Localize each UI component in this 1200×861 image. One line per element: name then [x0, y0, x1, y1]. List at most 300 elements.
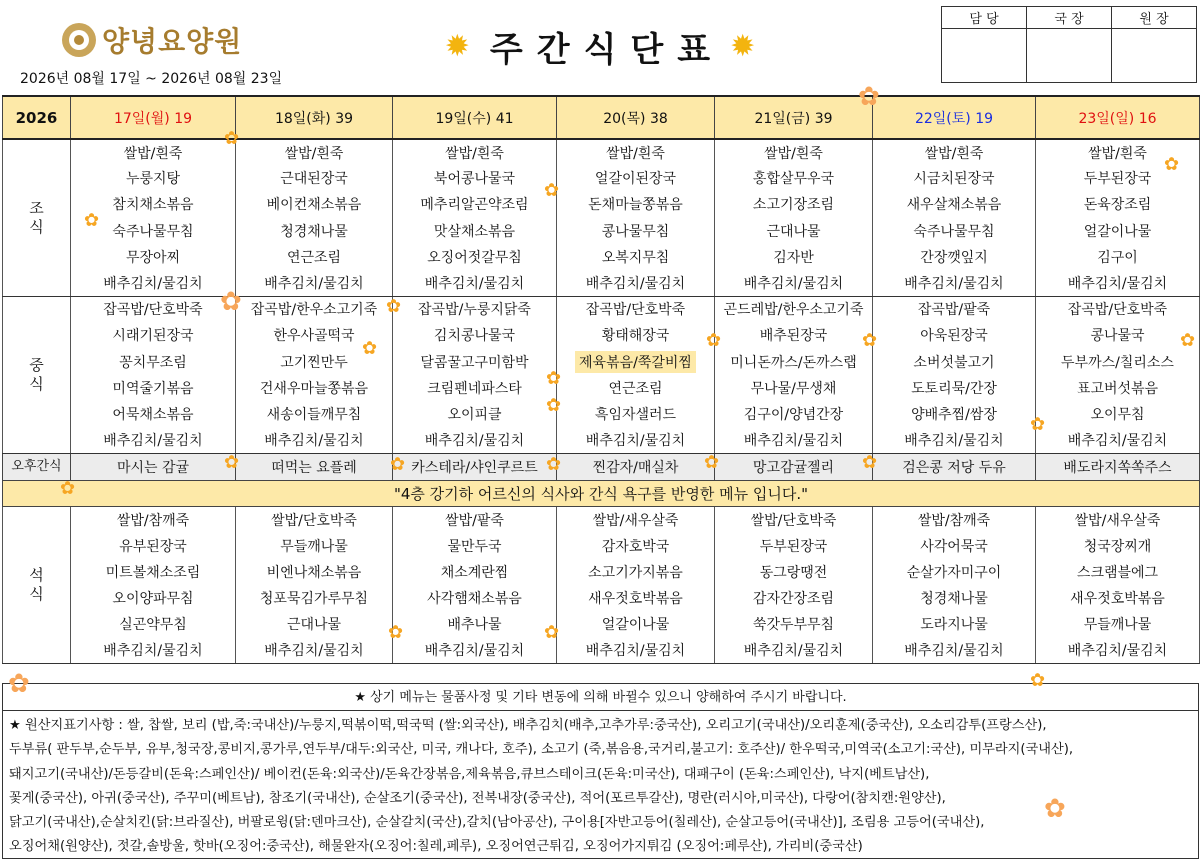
menu-item [873, 244, 1036, 270]
menu-item [71, 296, 236, 322]
menu-item-text: 표고버섯볶음 [1076, 380, 1159, 397]
flower-icon: ✿ [546, 368, 562, 389]
menu-item-text: 청포묵김가루무침 [259, 590, 369, 607]
menu-item [1036, 585, 1200, 611]
menu-item [1036, 637, 1200, 663]
menu-item-text: 새우살채소볶음 [906, 197, 1002, 214]
menu-item-text: 잡곡밥/한우소고기죽 [250, 302, 378, 319]
menu-item [71, 401, 236, 427]
menu-item [715, 191, 873, 217]
menu-item-text: 쌀밥/새우살죽 [1074, 512, 1161, 529]
menu-item [873, 191, 1036, 217]
menu-item [236, 296, 393, 322]
menu-item [715, 611, 873, 637]
day-header: 17일(월) 19 [71, 96, 236, 139]
menu-item-text: 쌀밥/흰죽 [123, 145, 183, 162]
menu-item [1036, 401, 1200, 427]
snack-item: 마시는 감귤 [71, 453, 236, 480]
meal-label: 중 식 [3, 296, 71, 453]
flower-icon: ✿ [362, 338, 378, 359]
menu-item [715, 506, 873, 532]
menu-item-text: 무나물/무생채 [750, 380, 837, 397]
menu-item-text: 도토리묵/간장 [911, 380, 997, 397]
menu-row [3, 218, 1200, 244]
menu-item-text: 돈육장조림 [1083, 197, 1152, 214]
menu-row [3, 296, 1200, 322]
menu-item-text: 시래기된장국 [112, 328, 194, 345]
menu-item [71, 244, 236, 270]
menu-item [393, 506, 557, 532]
menu-item [557, 139, 715, 165]
flower-icon: ✿ [1030, 670, 1046, 691]
snack-item: 검은콩 저당 두유 [873, 453, 1036, 480]
menu-item [715, 139, 873, 165]
menu-item-text: 청경채나물 [280, 223, 348, 240]
origin-info [3, 711, 1198, 861]
menu-item-text: 배추김치/물김치 [103, 643, 203, 660]
menu-item [715, 637, 873, 663]
menu-item [873, 401, 1036, 427]
menu-item [557, 637, 715, 663]
menu-item-text: 미역줄기볶음 [112, 380, 194, 397]
page-title: 주간식단표 [489, 29, 725, 70]
menu-item-text: 쌀밥/참깨죽 [917, 512, 991, 529]
menu-item-text: 쌀밥/흰죽 [445, 145, 504, 162]
snack-item: 카스테라/샤인쿠르트 [393, 453, 557, 480]
menu-item-text: 배추김치/물김치 [103, 275, 203, 292]
menu-item [715, 165, 873, 191]
menu-item-text: 잡곡밥/누룽지닭죽 [418, 302, 531, 319]
menu-item [715, 322, 873, 348]
menu-item [71, 611, 236, 637]
menu-row [3, 139, 1200, 165]
menu-item [873, 375, 1036, 401]
year-cell: 2026 [3, 96, 71, 139]
menu-item [873, 559, 1036, 585]
header [0, 0, 1200, 95]
flower-icon: ✿ [862, 452, 878, 473]
menu-item-text: 근대나물 [286, 617, 342, 634]
menu-item [715, 349, 873, 375]
flower-icon: ✿ [706, 330, 722, 351]
menu-item [873, 349, 1036, 375]
flower-icon: ✿ [388, 622, 404, 643]
menu-item [557, 532, 715, 558]
menu-row [3, 375, 1200, 401]
menu-row [3, 506, 1200, 532]
flower-icon: ✿ [546, 454, 562, 475]
flower-icon: ✿ [1044, 794, 1066, 824]
approval-sign-cell[interactable] [1027, 29, 1112, 83]
menu-item [393, 270, 557, 296]
menu-item-text: 배추김치/물김치 [585, 432, 686, 449]
menu-item [873, 637, 1036, 663]
menu-item [71, 532, 236, 558]
menu-item-text: 배추김치/물김치 [103, 432, 203, 449]
menu-item-text: 무장아찌 [125, 249, 181, 266]
menu-item-text: 사각어묵국 [920, 538, 988, 555]
menu-item [1036, 427, 1200, 453]
menu-item [236, 506, 393, 532]
day-header: 19일(수) 41 [393, 96, 557, 139]
menu-item-text: 건새우마늘쫑볶음 [259, 380, 369, 397]
sun-icon: ✹ [730, 28, 756, 64]
menu-item [71, 349, 236, 375]
menu-item [71, 585, 236, 611]
menu-item-text: 연근조림 [286, 249, 342, 266]
menu-item [1036, 559, 1200, 585]
menu-item [1036, 506, 1200, 532]
menu-item-text: 베이컨채소볶음 [266, 197, 362, 214]
menu-item-text: 김구이/양념간장 [743, 406, 844, 423]
notice-row [3, 480, 1200, 506]
menu-item-text: 소고기장조림 [752, 197, 835, 214]
menu-item [557, 165, 715, 191]
flower-icon: ✿ [224, 452, 240, 473]
menu-item-text: 잡곡밥/단호박죽 [103, 302, 203, 319]
snack-row [3, 453, 1200, 480]
menu-item-text: 쌀밥/팥죽 [445, 512, 504, 529]
menu-item-text: 콩나물무침 [601, 223, 670, 240]
menu-item-text: 배추김치/물김치 [424, 275, 525, 292]
flower-icon: ✿ [386, 296, 402, 317]
lunch-section [3, 296, 1200, 453]
menu-item-text: 새우젓호박볶음 [1070, 590, 1165, 607]
approval-label: 국 장 [1027, 7, 1112, 29]
dinner-section [3, 506, 1200, 663]
menu-item [71, 165, 236, 191]
menu-item [1036, 191, 1200, 217]
origin-line: 꽃게(중국산), 아귀(중국산), 주꾸미(베트남), 참조기(국내산), 순살조기(중국산), 전복내장(중국산), 적어(포르투갈산), 명란(러시아,미국산), 다랑어(참치캔:원양산), [9, 790, 946, 806]
menu-item [557, 218, 715, 244]
menu-item [715, 559, 873, 585]
menu-row [3, 349, 1200, 375]
flower-icon: ✿ [1180, 330, 1196, 351]
menu-item-text: 근대된장국 [280, 171, 348, 188]
menu-table [2, 95, 1200, 664]
menu-item [715, 375, 873, 401]
menu-item [71, 506, 236, 532]
menu-item-text: 고기찐만두 [280, 354, 348, 371]
menu-item-text: 잡곡밥/단호박죽 [585, 302, 686, 319]
menu-item-text: 홍합살무우국 [752, 171, 835, 188]
flower-icon: ✿ [858, 82, 880, 112]
menu-item [557, 296, 715, 322]
snack-item: 찐감자/매실차 [557, 453, 715, 480]
origin-line: 돼지고기(국내산)/돈등갈비(돈육:스페인산)/ 베이컨(돈육:외국산)/돈육간장볶음,제육볶음,큐브스테이크(돈육:미국산), 대패구이 (돈육:스페인산), 낙지(베트남산), [9, 766, 930, 782]
menu-row [3, 585, 1200, 611]
menu-item [557, 585, 715, 611]
menu-item [393, 559, 557, 585]
menu-item-text: 오징어젓갈무침 [427, 249, 522, 266]
menu-item-text: 얼갈이나물 [601, 617, 670, 634]
menu-item [557, 349, 715, 375]
menu-item [715, 401, 873, 427]
menu-item-text: 비엔나채소볶음 [266, 564, 362, 581]
menu-item-text: 두부까스/칠리소스 [1061, 354, 1174, 371]
menu-item-text: 흑임자샐러드 [594, 406, 677, 423]
menu-item-text: 감자간장조림 [752, 590, 835, 607]
flower-icon: ✿ [546, 395, 562, 416]
menu-item-text: 순살가자미구이 [906, 564, 1002, 581]
menu-item-text: 간장깻잎지 [920, 249, 988, 266]
menu-row [3, 559, 1200, 585]
menu-item-text: 오이양파무침 [112, 590, 194, 607]
menu-item [1036, 244, 1200, 270]
menu-item-text: 북어콩나물국 [433, 171, 516, 188]
menu-item-text: 배추김치/물김치 [904, 432, 1004, 449]
menu-item [393, 375, 557, 401]
menu-item-text: 달콤꿀고구미함박 [420, 354, 529, 371]
menu-item-text: 맛살채소볶음 [433, 223, 516, 240]
menu-item-text: 잡곡밥/단호박죽 [1067, 302, 1168, 319]
menu-item-text: 근대나물 [766, 223, 821, 240]
menu-item-text: 어묵채소볶음 [112, 406, 194, 423]
logo [62, 20, 242, 60]
menu-item-text: 얼갈이나물 [1083, 223, 1152, 240]
menu-item-text: 도라지나물 [920, 617, 988, 634]
menu-item [236, 611, 393, 637]
menu-item [71, 427, 236, 453]
approval-label: 담 당 [942, 7, 1027, 29]
menu-row [3, 322, 1200, 348]
menu-item [236, 401, 393, 427]
sun-icon: ✹ [444, 28, 470, 64]
menu-item-text: 소버섯불고기 [913, 354, 995, 371]
menu-item-text: 김자반 [773, 249, 814, 266]
menu-item [236, 375, 393, 401]
menu-item [1036, 218, 1200, 244]
menu-item [557, 611, 715, 637]
menu-item-text: 청경채나물 [920, 590, 988, 607]
menu-item [873, 322, 1036, 348]
origin-line: 닭고기(국내산),순살치킨(닭:브라질산), 버팔로윙(닭:덴마크산), 순살갈치(국산),갈치(남아공산), 구이용[자반고등어(칠레산), 순살고등어(국내산)], 조림용 고등어(국내산), [9, 815, 985, 831]
menu-item [236, 637, 393, 663]
menu-item [393, 401, 557, 427]
menu-item-text: 배추김치/물김치 [424, 432, 525, 449]
menu-item-text: 배추김치/물김치 [585, 275, 686, 292]
menu-item-text: 숙주나물무침 [913, 223, 995, 240]
menu-item [557, 244, 715, 270]
menu-item [393, 165, 557, 191]
menu-item [873, 532, 1036, 558]
day-header: 22일(토) 19 [873, 96, 1036, 139]
menu-item [873, 270, 1036, 296]
flower-icon: ✿ [220, 287, 242, 317]
menu-item-text: 황태해장국 [601, 328, 670, 345]
menu-item-text: 스크램블에그 [1076, 564, 1159, 581]
menu-item [393, 191, 557, 217]
menu-item-text: 실곤약무침 [119, 617, 187, 634]
menu-row [3, 637, 1200, 663]
flower-icon: ✿ [862, 330, 878, 351]
flower-icon: ✿ [544, 622, 560, 643]
menu-item [71, 270, 236, 296]
origin-line: 두부류( 판두부,순두부, 유부,청국장,콩비지,콩가루,연두부/대두:외국산, 미국, 캐나다, 호주), 소고기 (죽,볶음용,국거리,불고기: 호주산)/ 한우떡국,미역국(소고기:국산), 미무라지(국내산), [9, 742, 1074, 758]
meal-label: 오후간식 [3, 453, 71, 480]
menu-item [236, 139, 393, 165]
menu-item-text: 채소계란찜 [440, 564, 509, 581]
menu-item-text: 참치채소볶음 [112, 197, 194, 214]
menu-item [236, 191, 393, 217]
menu-item [236, 218, 393, 244]
menu-item [236, 532, 393, 558]
date-range: 2026년 08월 17일 ~ 2026년 08월 23일 [20, 71, 283, 87]
menu-item-text: 배추김치/물김치 [743, 432, 844, 449]
breakfast-section [3, 139, 1200, 296]
page-title-wrap [420, 24, 780, 68]
footer-note: ★ 상기 메뉴는 물품사정 및 기타 변동에 의해 바뀔수 있으니 양해하여 주시기 바랍니다. [3, 684, 1198, 711]
day-header: 20(목) 38 [557, 96, 715, 139]
meal-label: 조 식 [3, 139, 71, 296]
menu-item-text: 쌀밥/흰죽 [1088, 145, 1147, 162]
menu-item-text: 제육볶음/쭉갈비찜 [575, 351, 696, 373]
menu-item-text: 양배추찜/쌈장 [911, 406, 997, 423]
menu-row [3, 532, 1200, 558]
menu-item [715, 585, 873, 611]
flower-icon: ✿ [390, 454, 406, 475]
logo-text: 양녕요양원 [102, 25, 243, 58]
menu-item-text: 동그랑땡전 [759, 564, 828, 581]
menu-item-text: 아욱된장국 [920, 328, 988, 345]
menu-item [557, 191, 715, 217]
menu-item [236, 427, 393, 453]
menu-item [393, 611, 557, 637]
menu-item [873, 296, 1036, 322]
menu-item-text: 배추김치/물김치 [743, 643, 844, 660]
menu-item-text: 쌀밥/흰죽 [606, 145, 665, 162]
menu-item [873, 427, 1036, 453]
menu-item-text: 콩나물국 [1090, 328, 1145, 345]
menu-item-text: 배추김치/물김치 [264, 275, 364, 292]
day-header: 21일(금) 39 [715, 96, 873, 139]
menu-item-text: 배추된장국 [759, 328, 828, 345]
menu-item-text: 오복지무침 [601, 249, 670, 266]
menu-item [236, 585, 393, 611]
menu-item [557, 270, 715, 296]
menu-item [71, 139, 236, 165]
menu-row [3, 191, 1200, 217]
snack-item: 망고감귤젤리 [715, 453, 873, 480]
approval-sign-cell[interactable] [1112, 29, 1197, 83]
snack-item: 떠먹는 요플레 [236, 453, 393, 480]
menu-item-text: 쑥갓두부무침 [752, 617, 835, 634]
flower-icon: ✿ [8, 669, 30, 699]
menu-item-text: 돈채마늘쫑볶음 [588, 197, 683, 214]
menu-item [236, 244, 393, 270]
approval-sign-cell[interactable] [942, 29, 1027, 83]
menu-item [873, 218, 1036, 244]
menu-item-text: 두부된장국 [1083, 171, 1152, 188]
menu-item-text: 메추리알곤약조림 [420, 197, 529, 214]
menu-row [3, 270, 1200, 296]
menu-item-text: 배추김치/물김치 [585, 643, 686, 660]
menu-item-text: 꽁치무조림 [119, 354, 187, 371]
menu-item-text: 김치콩나물국 [433, 328, 516, 345]
menu-item-text: 배추김치/물김치 [743, 275, 844, 292]
menu-item-text: 소고기가지볶음 [588, 564, 683, 581]
menu-item [236, 270, 393, 296]
menu-item [1036, 270, 1200, 296]
menu-item [557, 322, 715, 348]
menu-item-text: 잡곡밥/팥죽 [917, 302, 991, 319]
menu-item [71, 637, 236, 663]
day-header: 23일(일) 16 [1036, 96, 1200, 139]
menu-row [3, 244, 1200, 270]
menu-item-text: 배추김치/물김치 [1067, 275, 1168, 292]
menu-item-text: 두부된장국 [759, 538, 828, 555]
menu-item [1036, 349, 1200, 375]
day-header: 18일(화) 39 [236, 96, 393, 139]
menu-item-text: 오이피클 [447, 406, 502, 423]
menu-item-text: 미트볼채소조림 [105, 564, 201, 581]
menu-item [393, 532, 557, 558]
menu-item-text: 배추김치/물김치 [264, 643, 364, 660]
flower-icon: ✿ [704, 452, 720, 473]
menu-item-text: 배추김치/물김치 [1067, 432, 1168, 449]
menu-item [873, 611, 1036, 637]
menu-item-text: 김구이 [1097, 249, 1138, 266]
menu-item-text: 오이무침 [1090, 406, 1145, 423]
menu-item-text: 배추김치/물김치 [904, 275, 1004, 292]
menu-item [1036, 532, 1200, 558]
flower-icon: ✿ [1164, 154, 1180, 175]
menu-item-text: 숙주나물무침 [112, 223, 194, 240]
origin-line: ★ 원산지표기사항 : 쌀, 찹쌀, 보리 (밥,죽:국내산)/누룽지,떡볶이떡,떡국떡 (쌀:외국산), 배추김치(배추,고추가루:중국산), 오리고기(국내산)/오리훈제(중국산), 오소리감투(프랑스산), [9, 718, 1047, 733]
menu-item-text: 배추김치/물김치 [1067, 643, 1168, 660]
menu-item-text: 감자호박국 [601, 538, 670, 555]
flower-icon: ✿ [84, 210, 100, 231]
menu-item-text: 쌀밥/단호박죽 [271, 512, 357, 529]
menu-item-text: 쌀밥/새우살죽 [592, 512, 679, 529]
menu-item-text: 쌀밥/흰죽 [764, 145, 823, 162]
menu-item [873, 585, 1036, 611]
logo-emblem-icon [62, 23, 96, 57]
menu-item [1036, 611, 1200, 637]
footer [2, 683, 1199, 859]
menu-item [393, 244, 557, 270]
menu-item [715, 218, 873, 244]
menu-item-text: 배추김치/물김치 [424, 643, 525, 660]
menu-item-text: 배추김치/물김치 [904, 643, 1004, 660]
flower-icon: ✿ [224, 128, 240, 149]
notice-text: "4층 강기하 어르신의 식사와 간식 욕구를 반영한 메뉴 입니다." [3, 480, 1200, 506]
menu-item-text: 쌀밥/흰죽 [284, 145, 344, 162]
menu-item [1036, 375, 1200, 401]
menu-item [715, 427, 873, 453]
menu-item [1036, 322, 1200, 351]
approval-label: 원 장 [1112, 7, 1197, 29]
menu-row [3, 611, 1200, 637]
flower-icon: ✿ [60, 478, 76, 499]
menu-item [71, 375, 236, 401]
menu-item-text: 무들깨나물 [1083, 617, 1152, 634]
menu-item [557, 559, 715, 585]
menu-item-text: 쌀밥/참깨죽 [116, 512, 190, 529]
menu-item [715, 270, 873, 296]
menu-item-text: 시금치된장국 [913, 171, 995, 188]
menu-item-text: 얼갈이된장국 [594, 171, 677, 188]
menu-item [393, 585, 557, 611]
menu-item-text: 한우사골떡국 [273, 328, 355, 345]
flower-icon: ✿ [544, 180, 560, 201]
menu-item-text: 새송이들깨무침 [266, 406, 362, 423]
menu-item-text: 사각햄채소볶음 [427, 590, 522, 607]
menu-item [557, 401, 715, 427]
menu-item [393, 296, 557, 322]
menu-item [393, 218, 557, 244]
menu-item [873, 139, 1036, 165]
